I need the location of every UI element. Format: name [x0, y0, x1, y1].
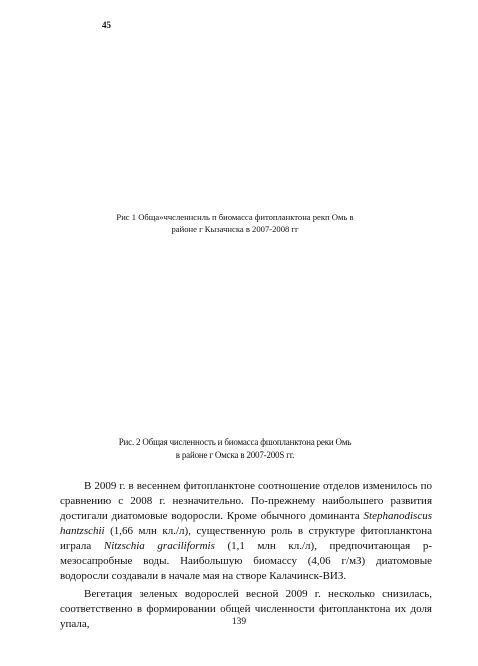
species-name-nitzschia: Nitzschia graciliformis — [103, 540, 215, 552]
figure-2-caption — [100, 436, 370, 462]
paragraph-1-text-b: (1,66 млн кл./л), существенную роль в структуре фитопланктона играла — [60, 525, 432, 552]
figure-2-caption-line-2: в районе г Омска в 2007-200S гг. — [175, 450, 295, 460]
figure-1-caption-line-1: Рис 1 Обща»ччсленнснль п биомасса фитопланктона рекп Омь в — [116, 212, 354, 222]
body-text — [60, 479, 432, 632]
figure-2-caption-line-1: Рис. 2 Общая численность и биомасса фшопланктона реки Омь — [118, 437, 352, 447]
figure-1-caption — [100, 211, 370, 235]
paragraph-2: Вегетация зеленых водорослей весной 2009 г. несколько снизилась, соответственно в формировании общей численности фитопланктона их доля упала, — [60, 588, 432, 630]
figure-1-caption-line-2: районе г Кызачнска в 2007-2008 гг — [171, 224, 299, 234]
paragraph-1-text-a: В 2009 г. в весеннем фитопланктоне соотношение отделов изменилось по сравнению с 2008 г. незначительно. По-прежнему наибольшего развития достигали диатомовые водоросли. Кроме обычного доминанта — [60, 480, 432, 522]
paragraph-1 — [60, 479, 432, 584]
page-number-top: 45 — [102, 20, 111, 30]
paragraph-1-text-c: (1,1 млн кл./л), предпочитающая р-мезосапробные воды. Наибольшую биомассу (4,06 г/мЗ) диатомовые водоросли создавали в начале мая на створе Калачинск-ВИЗ. — [60, 540, 433, 582]
page-number-bottom: 139 — [231, 617, 247, 627]
species-name-stephanodiscus: Stephanodiscus hantzschii — [60, 510, 432, 537]
